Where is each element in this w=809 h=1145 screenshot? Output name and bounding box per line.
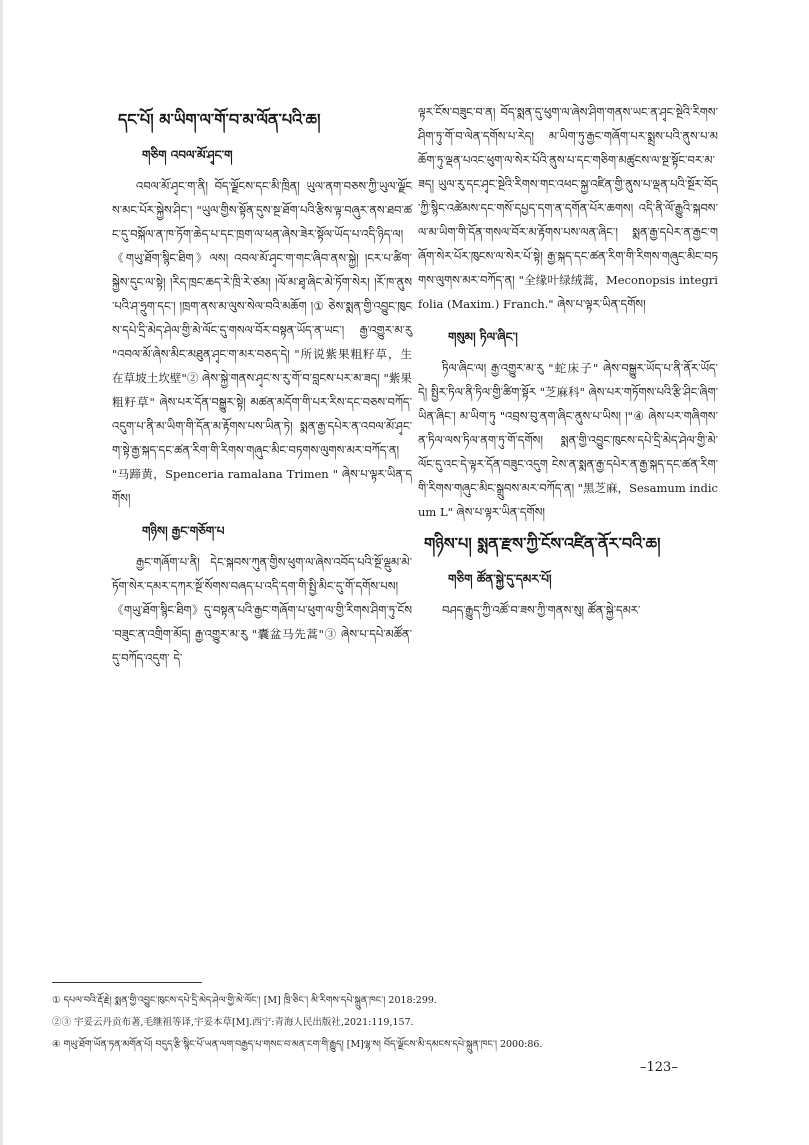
sub-heading-3: གསུམ། ཏིལ་ཞིང་། bbox=[448, 330, 518, 344]
page-edge bbox=[0, 0, 3, 1145]
paragraph-3: ཏིལ་ཞིང་ལ། རྒྱ་འགྱུར་མ་རུ "蛇床子" ཞེས་བསྒྱུར་ཡོད་པ་ནི་ནོར་ཡོད་དེ། སྤྱིར་ཏིལ་ནི་ཏིལ་གྱི་ཚིག་སྟོར "芝麻科" ཞེས་པར་གཏོགས་པའི་རྩི་ཤིང་ཞིག་ཡིན་ཞིང་། མ་ཡིག་ཏུ "འབྲས་བུ་ནག་ཞིང་ནུས་པ་ཡིས། །"④ ཞེས་པར་གཞིགས་ན་ཏིལ་ལས་ཏིལ་ནག་ཏུ་གོ་དགོས། སྨན་གྱི་འབྱུང་ཁུངས་དཔེ་དྲི་མེད་ཤེལ་གྱི་མེ་ལོང་དུ་འང་དེ་ལྟར་དོན་བཟུང་འདུག ངེས་ན་སྨན་རྒྱ་དཔེར་ན་རྒྱ་སྐད་དང་ཚན་རིག་གི་རིགས་གཞུང་མིང་སྒྲུབས་མར་བཀོད་ན། "黑芝麻，Sesamum indicum L" ཞེས་པ་ལྟར་ཡིན་དགོས། bbox=[418, 361, 718, 519]
footnote-rule bbox=[52, 982, 202, 983]
paragraph-2: རྒྱང་གཞོག་པ་ནི། དེང་སྐབས་ཀུན་གྱིས་ཕུག་ལ་ཞེས་འབོད་པའི་སྔོ་ལྡུམ་མེ་ཏོག་སེར་དམར་དཀར་སྔོ་སོགས་བཞད་པ་འདི་དག་གི་སྤྱི་མིང་དུ་གོ་དགོས་པས། 《གཡུ་ཐོག་སྙིང་ཐིག》དུ་བསྟན་པའི་རྒྱང་གཞོག་པ་ཕུག་ལ་གྱི་རིགས་ཤིག་ཏུ་ངོས་བཟུང་ན་འགྲིག་མོད། རྒྱ་འགྱུར་མ་རུ "囊盆马先蒿"③ ཞེས་པ་དཔེ་མཚོན་དུ་བཀོད་འདུག་ དེ་ bbox=[112, 555, 412, 665]
footnotes bbox=[52, 990, 752, 1056]
right-column bbox=[418, 100, 718, 622]
sub-heading-1: གཅིག འབལ་མོ་ཤྭང་ག bbox=[142, 148, 233, 162]
page-number: –123– bbox=[640, 1060, 678, 1075]
section-heading: དང་པོ། མ་ཡིག་ལ་གོ་བ་མ་ལོན་པའི་ཆ། bbox=[118, 110, 321, 129]
left-column bbox=[112, 100, 416, 670]
sub-heading-2: གཉིས། རྒྱང་གཅོག་པ bbox=[142, 524, 225, 538]
paragraph-continued: ལྟར་ངོས་བཟུང་བ་ན། བོད་སྨན་དུ་ཕུག་ལ་ཞེས་ཤིག་གནས་ཡང་ན་ཤྭང་སྔེའི་རིགས་ཤིག་ཏུ་གོ་བ་ལེན་དགོས་པ་རེད། མ་ཡིག་ཏུ་རྒྱང་གཞོག་པར་སྨྲས་པའི་ནུས་པ་མཆོག་ཏུ་ལྡན་པའང་ཕུག་ལ་སེར་པོའི་ནུས་པ་དང་གཅིག་མཚུངས་ལ་སྔ་སྟོང་བར་མ་ཟད། ཡུལ་རུ་དང་ཤྭང་སྔེའི་རིགས་གང་འཕང་སྐྱ་འཛིན་གྱི་ནུས་པ་ལྡན་པའི་སྔོར་བོད་ཀྱི་སྙིང་འཚེམས་དང་གསོ་དཔྱད་དག་ན་དགོན་པོར་ཆགས། འདི་ནི་ལོ་རྒྱུའི་སྐབས་ལ་མ་ཡིག་གི་དོན་གསལ་བོར་མ་རྟོགས་པས་ལན་ཞིང་། སྨན་རྒྱ་དཔེར་ན་རྒྱང་གཞོག་སེར་པོར་ཁུངས་ལ་སེར་པོ་སྟེ། རྒྱ་སྐད་དང་ཚན་རིག་གི་རིགས་གཞུང་མིང་བཏགས་ལུགས་མར་བཀོད་ན། "全缘叶绿绒蒿，Meconopsis integrifolia (Maxim.) Franch." ཞེས་པ་ལྟར་ཡིན་དགོས། bbox=[418, 105, 718, 311]
paragraph-1: འབལ་མོ་ཤྭང་ག་ནི། བོད་ལྗོངས་དང་མི་ཁྲིན། ཡུལ་ནག་བཅས་ཀྱི་ཡུལ་ལྗོངས་མང་པོར་སྐྱེས་ཤིང་། "ཡུལ་གྱིས་སྟོན་དུས་སྔ་ཐོག་པའི་རྩིས་ལྟ་བཞུར་ནས་ཐབ་ཚང་དུ་བསྐོལ་ན་ཁ་ཏོག་ཆེད་པ་དང་ཁྲག་ལ་ཕན་ཞེས་ཟེར་སྟོལ་ཡོད་པ་འདི་ཉིད་ལ། 《གཡུ་ཐོག་སྙིང་ཐིག》ལས། འབལ་མོ་ཤྭང་ག་གང་ཞིབ་ནས་སྐྱེ། །ངར་པ་ཚིག་སྐྱེས་དུང་ལ་སྟེ། །རིད་ཁྲང་ཆད་རེ་ཁྲི་རེ་ཙམ། །ལོ་མ་ཐྭ་ཞིང་མེ་ཏོག་སེར། །རོ་ཁ་ནུས་པའི་ཤ་ཧྲུག་དང་། །ཁྲག་ནས་མ་ལུས་སེལ་བའི་མཆོག །① ཅེས་སྨན་གྱི་འབྱུང་ཁུངས་དཔེ་དྲི་མེད་ཤེལ་གྱི་མེ་ལོང་དུ་གསལ་བོར་བསྟན་ཡོད་ན་ཡང་། རྒྱ་འགྱུར་མ་རུ "འབལ་མོ་ཞེས་མིང་མཐུན་ཤྭང་ག་མར་བཅད་དེ། "所说紫果粗籽草，生在草坡土坎壁"② ཞེས་སྐྱེ་གནས་ཤྭང་ས་རུ་གོ་བ་བླངས་པར་མ་ཟད། "紫果粗籽草" ཞེས་པར་དོན་བསྒྱུར་སྟེ། མཚན་མདོག་གི་པར་རིས་དང་བཅས་བཀོད་འདུག་པ་ནི་མ་ཡིག་གི་དོན་མ་རྟོགས་པས་ཡིན་ཏེ། སྨན་རྒྱ་དཔེར་ན་འབལ་མོ་ཤྭང་ག་སྟེ་རྒྱ་སྐད་དང་ཚན་རིག་གི་རིགས་གཞུང་མིང་བཏགས་ལུགས་མར་བཀོད་ན། "马蹄黄，Spenceria ramalana Trimen " ཞེས་པ་ལྟར་ཡིན་དགོས། bbox=[112, 179, 416, 505]
footnote-3: ④ གཡུ་ཐོག་ཡོན་ཏན་མགོན་པོ། བདུད་རྩི་སྙིང་པོ་ཡན་ལག་བརྒྱད་པ་གསང་བ་མན་ངག་གི་རྒྱུད། [M]ལྷ་ས། བོད་ལྗོངས་མི་དམངས་དཔེ་སྐྲུན་ཁང་། 2000:86. bbox=[52, 1039, 543, 1050]
footnote-2: ②③ 宇妥云丹贡布著,毛继祖等译,宇妥本草[M].西宁:青海人民出版社,2021:119,157. bbox=[52, 1017, 414, 1028]
footnote-1: ① དཔལ་བའི་རྡོ་རྗེ། སྨན་གྱི་འབྱུང་ཁུངས་དཔེ་དྲི་མེད་ཤེལ་གྱི་མེ་ལོང་། [M] ཁྲི་ཅིང་། མི་རིགས་དཔེ་སྐྲུན་ཁང་། 2018:299. bbox=[52, 995, 437, 1006]
paragraph-4: བཤད་རྒྱུད་ཀྱི་འཚོ་བ་ཟས་ཀྱི་གནས་སུ། ཚོན་སྐྱེ་དམར་ bbox=[442, 603, 641, 617]
sub-heading-4: གཅིག ཚོན་སྐྱེ་དུ་དམར་པོ། bbox=[448, 572, 552, 586]
section-heading-2: གཉིས་པ། སྨན་རྫས་ཀྱི་ངོས་འཛིན་ནོར་བའི་ཆ། bbox=[424, 534, 661, 553]
